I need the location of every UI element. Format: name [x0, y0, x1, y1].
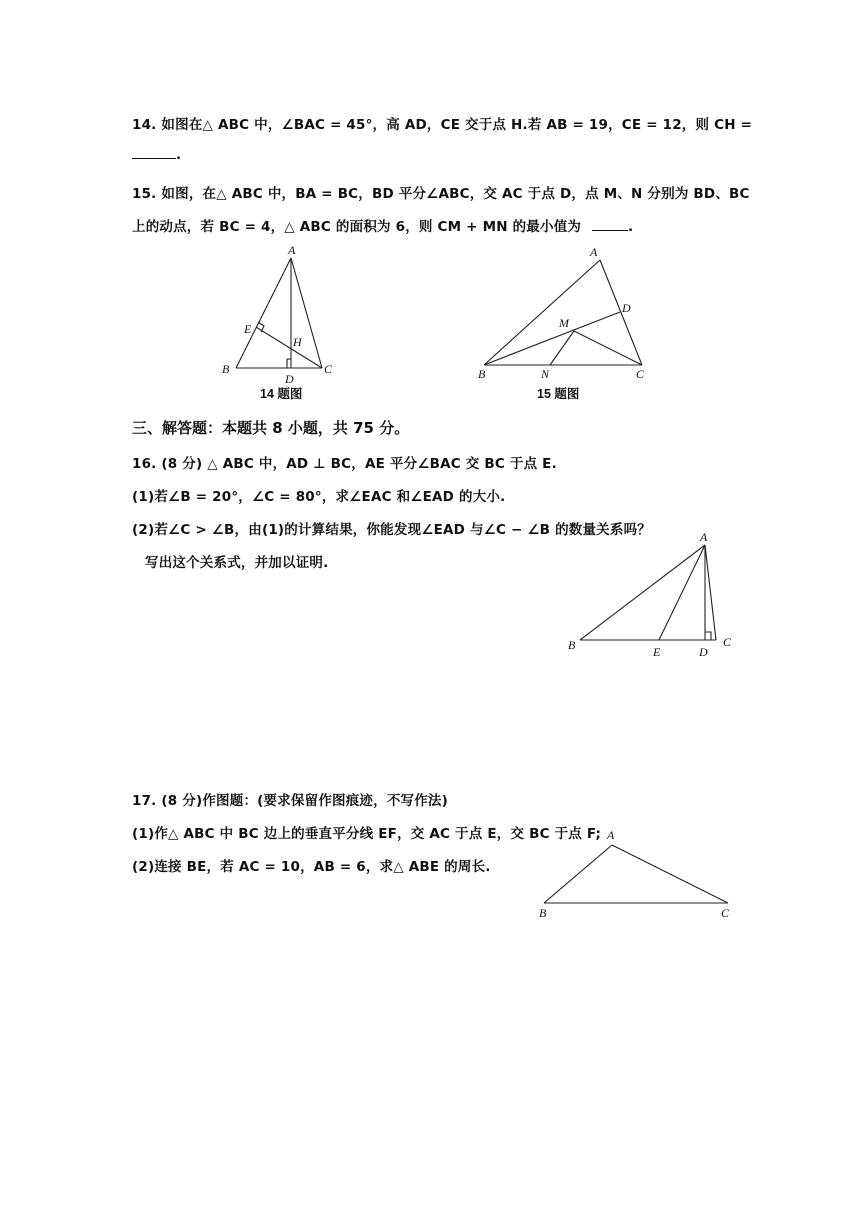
q17-line2: (1)作△ ABC 中 BC 边上的垂直平分线 EF，交 AC 于点 E，交 BC 于点 F;	[132, 826, 602, 842]
section-3-title: 三、解答题：本题共 8 小题，共 75 分。	[132, 419, 410, 437]
fig15-caption: 15 题图	[537, 387, 580, 401]
q16-line1: 16. (8 分) △ ABC 中，AD ⊥ BC，AE 平分∠BAC 交 BC 于点 E.	[132, 456, 557, 472]
q15-line1: 15. 如图，在△ ABC 中，BA = BC，BD 平分∠ABC，交 AC 于点 D，点 M、N 分别为 BD、BC	[132, 186, 750, 202]
q14-line2-end: .	[176, 147, 182, 163]
fig16-label-b: B	[568, 638, 576, 652]
fig14-label-d: D	[285, 372, 294, 386]
fig14-label-a: A	[288, 243, 296, 257]
fig17-side-ac	[612, 845, 728, 903]
fig14-label-c: C	[324, 362, 333, 376]
q16-line3: (2)若∠C > ∠B，由(1)的计算结果，你能发现∠EAD 与∠C − ∠B 的数量关系吗？	[132, 522, 651, 538]
fig15-label-c: C	[636, 367, 645, 381]
q17-line1: 17. (8 分)作图题：(要求保留作图痕迹，不写作法)	[132, 793, 448, 809]
q14-line1: 14. 如图在△ ABC 中，∠BAC = 45°，高 AD，CE 交于点 H.若 AB = 19，CE = 12，则 CH =	[132, 117, 753, 133]
fig15-label-d: D	[622, 301, 631, 315]
fig15-label-m: M	[559, 316, 569, 330]
fig14-label-e: E	[244, 322, 252, 336]
fig16-label-a: A	[700, 530, 708, 544]
q16-line2: (1)若∠B = 20°，∠C = 80°，求∠EAC 和∠EAD 的大小.	[132, 489, 506, 505]
fig17-label-a: A	[607, 828, 615, 842]
fig14-caption: 14 题图	[260, 387, 303, 401]
fig16-label-e: E	[653, 645, 661, 659]
fig15-label-b: B	[478, 367, 486, 381]
q16-line4: 写出这个关系式，并加以证明.	[145, 555, 329, 571]
fig16-label-d: D	[699, 645, 708, 659]
fig17-label-b: B	[539, 906, 547, 920]
fig14-label-h: H	[293, 335, 302, 349]
q17-line3: (2)连接 BE，若 AC = 10，AB = 6，求△ ABE 的周长.	[132, 859, 491, 875]
fig15-label-a: A	[590, 245, 598, 259]
fig17-label-c: C	[721, 906, 730, 920]
fig17-side-ab	[544, 845, 612, 903]
fig16-label-c: C	[723, 635, 732, 649]
q15-line2-end: .	[628, 219, 634, 235]
fig14-label-b: B	[222, 362, 230, 376]
fig15-label-n: N	[541, 367, 550, 381]
q15-line2-start: 上的动点，若 BC = 4，△ ABC 的面积为 6，则 CM + MN 的最小值为	[132, 219, 582, 235]
